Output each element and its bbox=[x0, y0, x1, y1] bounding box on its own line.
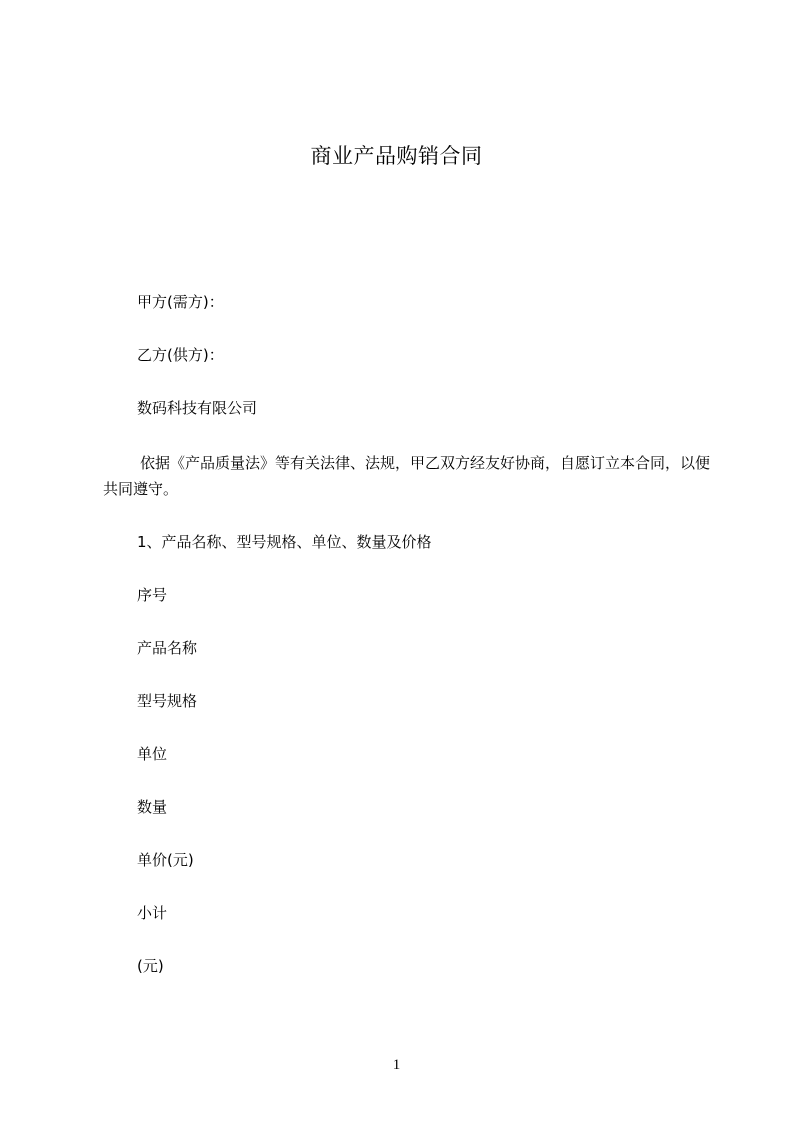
table-header-unit-price: 单价(元) bbox=[137, 851, 194, 869]
party-a-label: 甲方(需方)： bbox=[137, 293, 224, 311]
table-header-serial: 序号 bbox=[137, 586, 168, 604]
table-header-product-name: 产品名称 bbox=[137, 639, 198, 657]
contract-title: 商业产品购销合同 bbox=[310, 144, 483, 168]
table-header-subtotal: 小计 bbox=[137, 904, 168, 922]
table-header-quantity: 数量 bbox=[137, 798, 168, 816]
company-name: 数码科技有限公司 bbox=[137, 399, 258, 417]
table-header-unit: 单位 bbox=[137, 745, 168, 763]
party-b-label: 乙方(供方)： bbox=[137, 346, 224, 364]
table-header-subtotal-unit: (元) bbox=[137, 957, 164, 975]
section-heading: 1、产品名称、型号规格、单位、数量及价格 bbox=[137, 533, 432, 551]
table-header-model-spec: 型号规格 bbox=[137, 692, 198, 710]
intro-paragraph: 依据《产品质量法》等有关法律、法规，甲乙双方经友好协商，自愿订立本合同，以便共同遵守。 bbox=[103, 454, 711, 498]
page-number: 1 bbox=[392, 1057, 401, 1073]
